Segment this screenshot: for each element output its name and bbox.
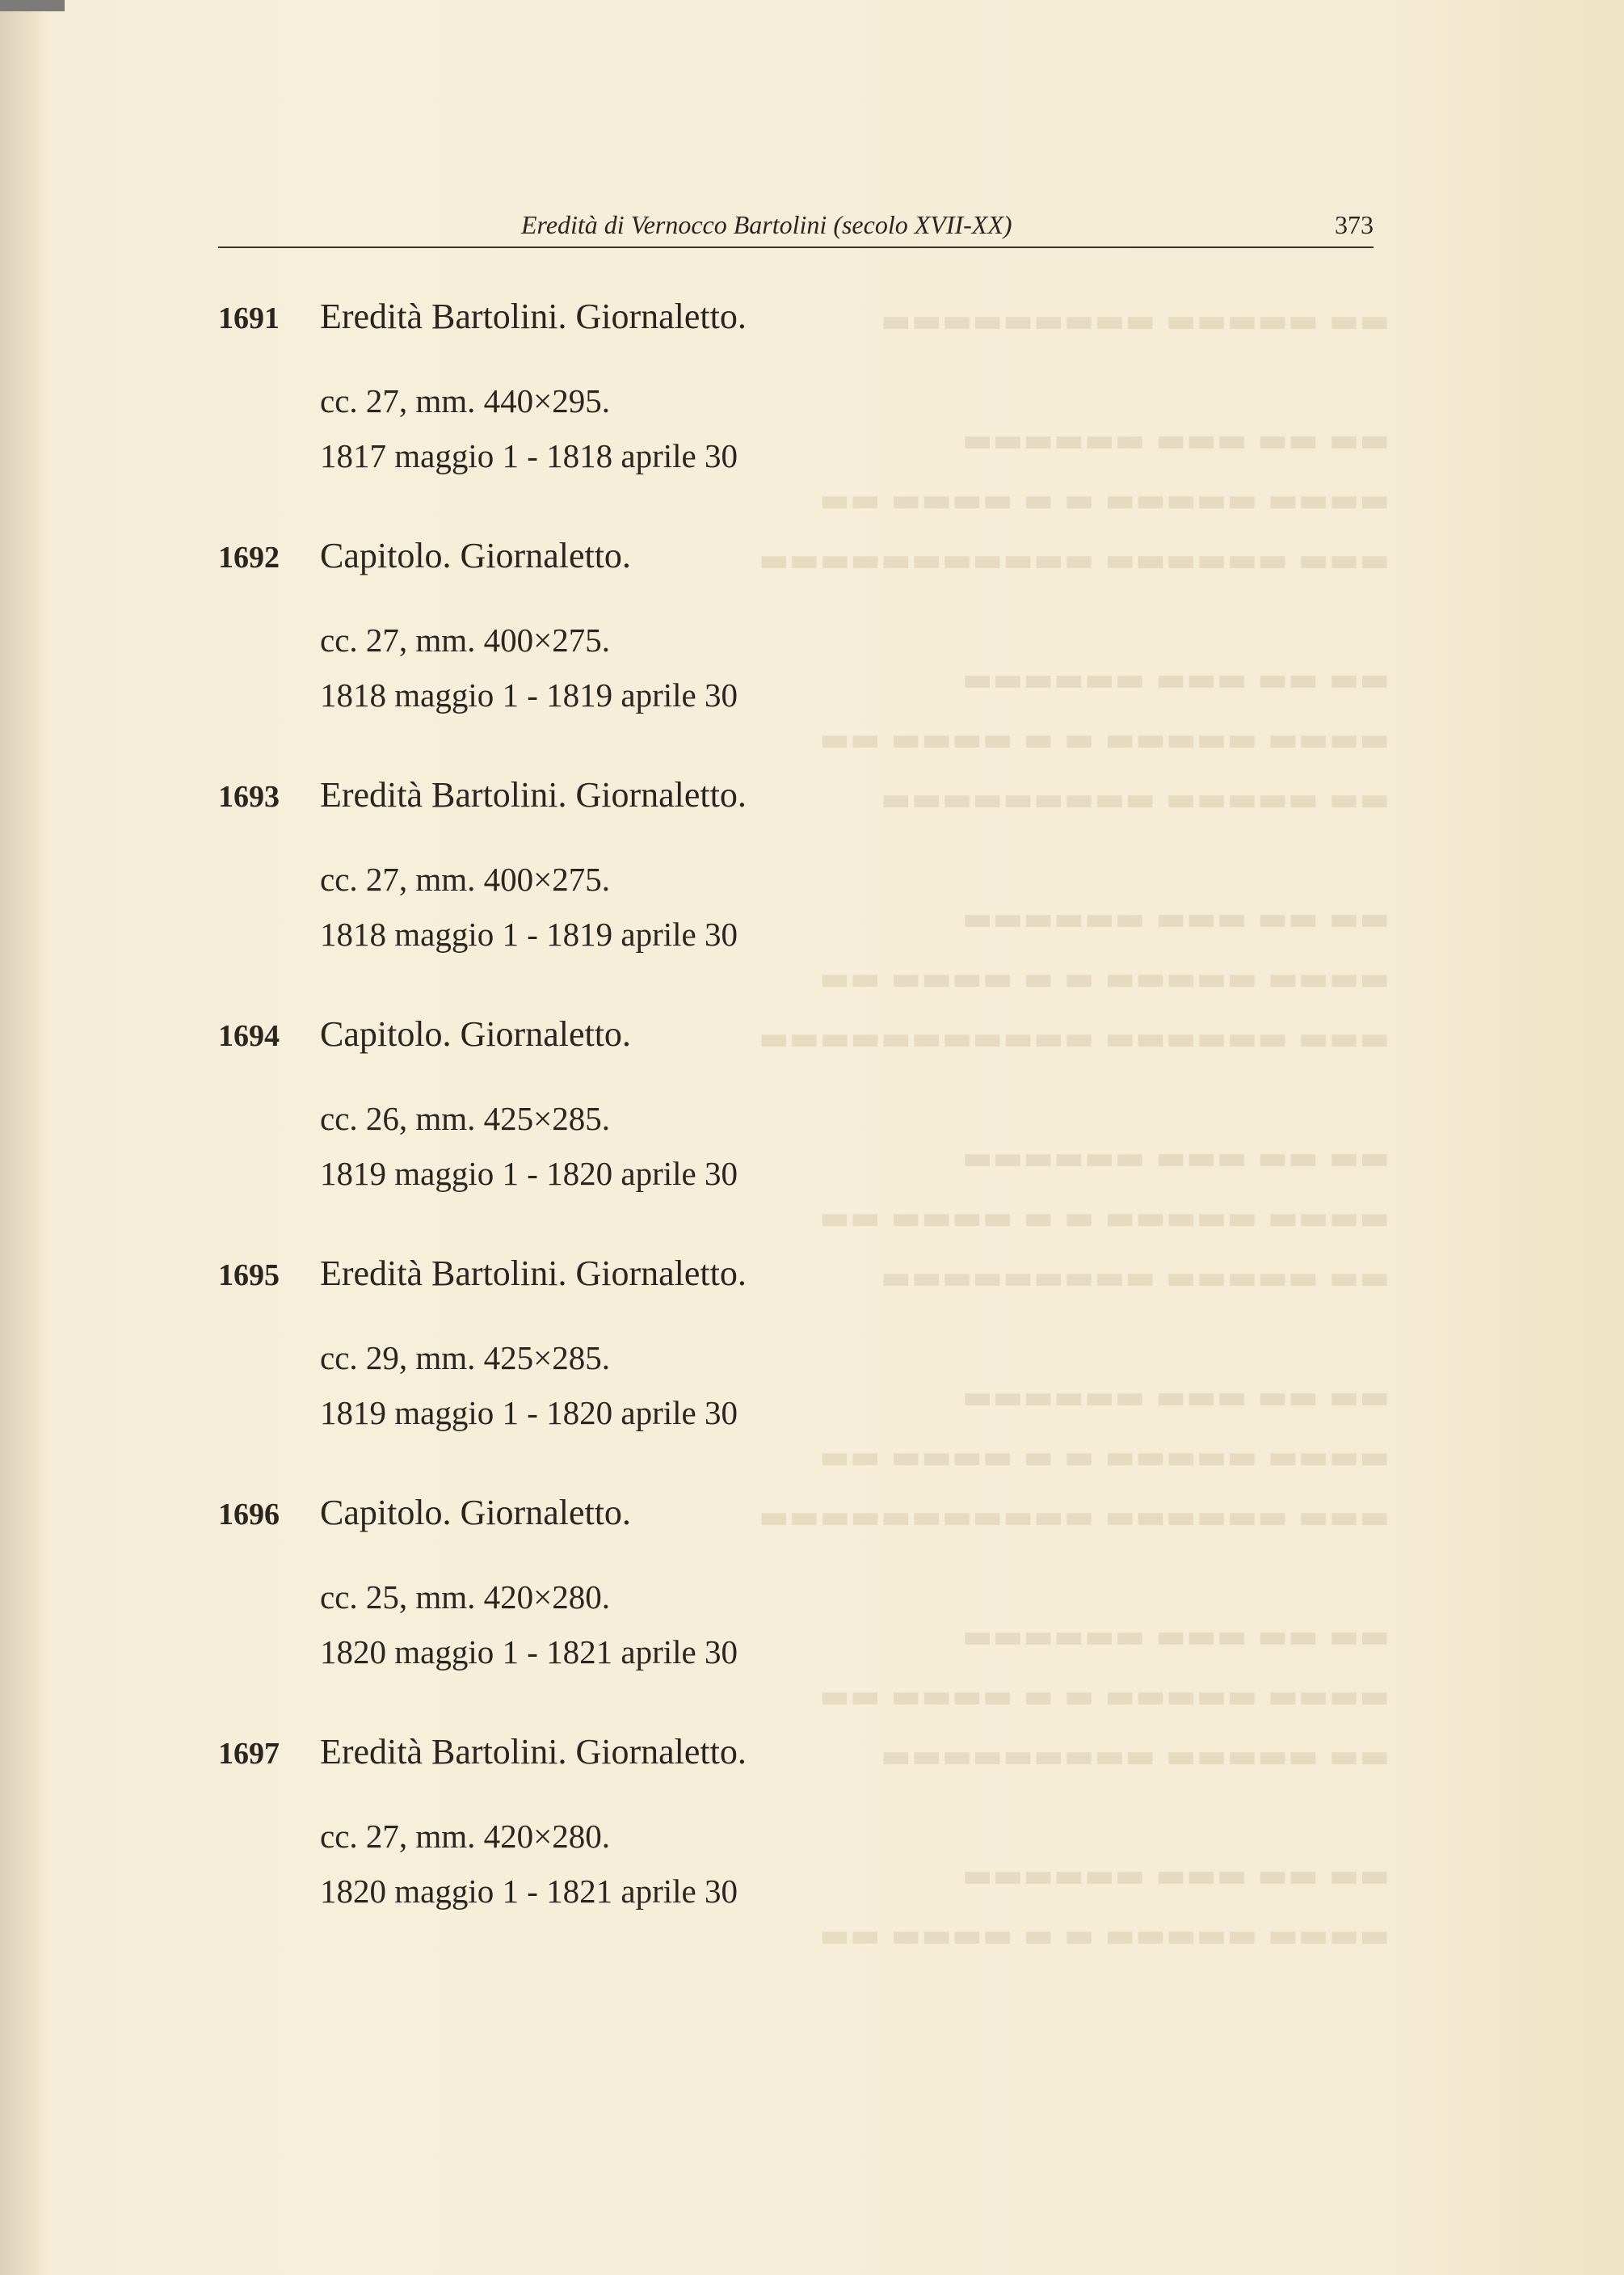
- entry-description: cc. 27, mm. 440×295.: [320, 382, 611, 419]
- inventory-entry: [218, 1731, 945, 1970]
- entry-dates: 1819 maggio 1 - 1820 aprile 30: [320, 1155, 738, 1192]
- inventory-entry: [218, 1013, 945, 1253]
- entry-dates: 1819 maggio 1 - 1820 aprile 30: [320, 1394, 738, 1431]
- entry-title: Capitolo. Giornaletto.: [320, 1493, 631, 1532]
- entry-number: 1696: [218, 1498, 280, 1531]
- bleed-through-text: ▬▬ ▬▬▬▬▬ ▬▬▬▬▬▬▬▬▬ ▬▬ ▬▬ ▬▬▬ ▬▬▬▬▬▬ ▬▬▬▬ ▬▬▬▬▬ ▬ ▬ ▬▬▬▬ ▬▬ ▬▬▬ ▬▬▬▬▬▬ ▬▬▬▬▬▬▬▬▬▬▬ ▬▬ ▬▬ ▬▬▬ ▬▬▬▬▬▬ ▬▬▬▬ ▬▬▬▬▬ ▬ ▬ ▬▬▬▬ ▬▬ ▬▬ ▬▬▬▬▬ ▬▬▬▬▬▬▬▬▬ ▬▬ ▬▬ ▬▬▬ ▬▬▬▬▬▬ ▬▬▬▬ ▬▬▬▬▬ ▬ ▬ ▬▬▬▬ ▬▬ ▬▬▬ ▬▬▬▬▬▬ ▬▬▬▬▬▬▬▬▬▬▬ ▬▬ ▬▬ ▬▬▬ ▬▬▬▬▬▬ ▬▬▬▬ ▬▬▬▬▬ ▬ ▬ ▬▬▬▬ ▬▬ ▬▬ ▬▬▬▬▬ ▬▬▬▬▬▬▬▬▬ ▬▬ ▬▬ ▬▬▬ ▬▬▬▬▬▬ ▬▬▬▬ ▬▬▬▬▬ ▬ ▬ ▬▬▬▬ ▬▬ ▬▬▬ ▬▬▬▬▬▬ ▬▬▬▬▬▬▬▬▬▬▬ ▬▬ ▬▬ ▬▬▬ ▬▬▬▬▬▬ ▬▬▬▬ ▬▬▬▬▬ ▬ ▬ ▬▬▬▬ ▬▬ ▬▬ ▬▬▬▬▬ ▬▬▬▬▬▬▬▬▬ ▬▬ ▬▬ ▬▬▬ ▬▬▬▬▬▬ ▬▬▬▬ ▬▬▬▬▬ ▬ ▬ ▬▬▬▬ ▬▬: [758, 302, 1390, 1954]
- entry-dates: 1820 maggio 1 - 1821 aprile 30: [320, 1633, 738, 1670]
- inventory-entry: [218, 1492, 945, 1731]
- entry-description: cc. 29, mm. 425×285.: [320, 1339, 611, 1376]
- entry-dates: 1820 maggio 1 - 1821 aprile 30: [320, 1873, 738, 1910]
- entry-number: 1691: [218, 301, 280, 335]
- entry-description: cc. 27, mm. 420×280.: [320, 1818, 611, 1855]
- entry-title: Eredità Bartolini. Giornaletto.: [320, 1253, 747, 1293]
- page-header: [218, 204, 1374, 249]
- scan-edge: [0, 0, 65, 11]
- entry-number: 1697: [218, 1737, 280, 1771]
- header-rule: [218, 246, 1374, 248]
- entry-description: cc. 27, mm. 400×275.: [320, 861, 611, 898]
- running-title: Eredità di Vernocco Bartolini (secolo XVII-XX): [521, 210, 1012, 239]
- inventory-entry: [218, 1253, 945, 1492]
- entry-title: Eredità Bartolini. Giornaletto.: [320, 297, 747, 336]
- entry-title: Capitolo. Giornaletto.: [320, 536, 631, 575]
- entry-number: 1695: [218, 1258, 280, 1292]
- inventory-entries: [218, 296, 945, 1970]
- entry-description: cc. 26, mm. 425×285.: [320, 1100, 611, 1137]
- entry-number: 1693: [218, 780, 280, 814]
- inventory-entry: [218, 535, 945, 774]
- entry-description: cc. 25, mm. 420×280.: [320, 1578, 611, 1616]
- inventory-entry: [218, 774, 945, 1013]
- entry-title: Eredità Bartolini. Giornaletto.: [320, 775, 747, 815]
- entry-title: Eredità Bartolini. Giornaletto.: [320, 1732, 747, 1772]
- entry-dates: 1817 maggio 1 - 1818 aprile 30: [320, 437, 738, 474]
- entry-title: Capitolo. Giornaletto.: [320, 1014, 631, 1054]
- entry-dates: 1818 maggio 1 - 1819 aprile 30: [320, 916, 738, 953]
- entry-dates: 1818 maggio 1 - 1819 aprile 30: [320, 676, 738, 714]
- page-number: 373: [1335, 210, 1374, 239]
- entry-number: 1694: [218, 1019, 280, 1053]
- inventory-entry: [218, 296, 945, 535]
- book-spine-shadow: [0, 0, 47, 2275]
- entry-number: 1692: [218, 541, 280, 575]
- entry-description: cc. 27, mm. 400×275.: [320, 621, 611, 659]
